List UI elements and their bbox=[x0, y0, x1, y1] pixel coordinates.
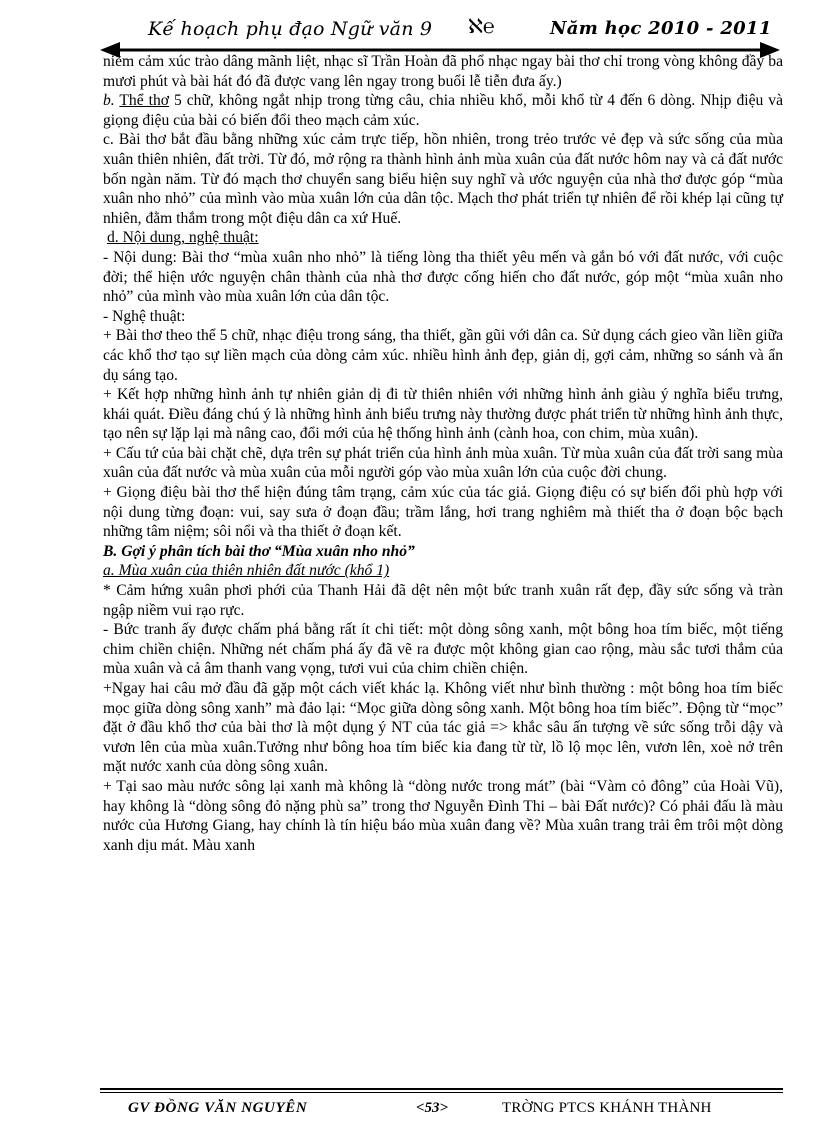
paragraph-analysis-1: * Cảm hứng xuân phơi phới của Thanh Hải đã dệt nên một bức tranh xuân rất đẹp, đầy sức sống và tràn ngập niềm vui rạo rực. bbox=[103, 582, 783, 619]
section-heading-b: B. Gợi ý phân tích bài thơ “Mùa xuân nho nhỏ” bbox=[103, 542, 415, 560]
heading-content-art: d. Nội dung, nghệ thuật: bbox=[107, 229, 259, 247]
paragraph-analysis-4: + Tại sao màu nước sông lại xanh mà không là “dòng nước trong mát” (bài “Vàm cỏ đông” của Hoài Vũ), hay không là “dòng sông đỏ nặng phù sa” trong thơ Nguyễn Đình Thi – bài Đất nước)? Có phải đấu là màu nước của Hương Giang, hay chính là tín hiệu báo mùa xuân đang về? Mùa xuân trang trải êm trôi một dòng xanh dịu mát. Màu xanh bbox=[103, 777, 783, 854]
header-title: Kế hoạch phụ đạo Ngữ văn 9 bbox=[148, 18, 433, 40]
paragraph-art-4: + Giọng điệu bài thơ thể hiện đúng tâm trạng, cảm xúc của tác giả. Giọng điệu có sự biến đổi phù hợp với nội dung từng đoạn: vui, say sưa ở đoạn đầu; trầm lắng, hơi trang nghiêm mà thiết tha ở đoạn bộc bạch những tâm niệm; sôi nổi và tha thiết ở đoạn kết. bbox=[103, 484, 783, 541]
paragraph-analysis-2: - Bức tranh ấy được chấm phá bằng rất ít chi tiết: một dòng sông xanh, một bông hoa tím biếc, một tiếng chim chiền chiện. Những nét chấm phá ấy đã vẽ ra được một không gian cao rộng, màu sắc tươi thắm của mùa xuân và cả âm thanh vang vọng, tươi vui của chim chiền chiện. bbox=[103, 621, 783, 678]
paragraph-analysis-3: +Ngay hai câu mở đầu đã gặp một cách viết khác lạ. Không viết như bình thường : một bông hoa tím biếc mọc giữa dòng sông xanh” mà đảo lại: “Mọc giữa dòng sông xanh. Một bông hoa tím biếc”. Động từ “mọc” đặt ở đầu khổ thơ của bài thơ là một dụng ý NT của tác giả => khắc sâu ấn tượng về sức sống trỗi dậy và vươn lên của mùa xuân.Tưởng như bông hoa tím biếc kia đang từ từ, lồ lộ mọc lên, vươn lên, xoè nở trên mặt nước xanh của dòng sông xuân. bbox=[103, 680, 783, 776]
paragraph-art-2: + Kết hợp những hình ảnh tự nhiên giản dị đi từ thiên nhiên với những hình ảnh giàu ý nghĩa biểu trưng, khái quát. Điều đáng chú ý là những hình ảnh biểu trưng này thường được phát triển từ những hình ảnh thực, tạo nên sự lặp lại mà nâng cao, đổi mới của hệ thống hình ảnh (cành hoa, con chim, mùa xuân). bbox=[103, 386, 783, 443]
item-marker-b: b. bbox=[103, 92, 115, 110]
header-ornament: ℵ℮ bbox=[468, 14, 495, 38]
document-body bbox=[103, 52, 783, 855]
footer-school: TRỜNG PTCS KHÁNH THÀNH bbox=[502, 1100, 712, 1116]
paragraph-intro-continuation: niềm cảm xúc trào dâng mãnh liệt, nhạc sĩ Trần Hoàn đã phổ nhạc ngay bài thơ chỉ trong vòng không đầy ba mươi phút và bài hát đó đã được vang lên ngay trong buổi lễ tiễn đưa ấy.) bbox=[103, 53, 783, 90]
paragraph-art-1: + Bài thơ theo thể 5 chữ, nhạc điệu trong sáng, tha thiết, gần gũi với dân ca. Sử dụng cách gieo vần liền giữa các khổ thơ tạo sự liền mạch của dòng cảm xúc. nhiều hình ảnh đẹp, giản dị, gợi cảm, những so sánh và ẩn dụ sáng tạo. bbox=[103, 327, 783, 384]
paragraph-content: - Nội dung: Bài thơ “mùa xuân nho nhỏ” là tiếng lòng tha thiết yêu mến và gắn bó với đất nước, với cuộc đời; thể hiện ước nguyện chân thành của nhà thơ được cống hiến cho đất nước, góp một “mùa xuân nho nhỏ” của mình vào mùa xuân lớn của dân tộc. bbox=[103, 248, 783, 306]
page-footer bbox=[100, 1100, 783, 1120]
paragraph-poem-flow: c. Bài thơ bắt đầu bằng những xúc cảm trực tiếp, hồn nhiên, trong trẻo trước vẻ đẹp và sức sống của mùa xuân thiên nhiên, đất trời. Từ đó, mở rộng ra thành hình ảnh mùa xuân của đất nước hôm nay và cả đất nước bốn ngàn năm. Từ đó mạch thơ chuyển sang biểu hiện suy nghĩ và ước nguyện của nhà thơ được góp “mùa xuân nho nhỏ” của mình vào mùa xuân lớn của dân tộc. Mạch thơ phát triển tự nhiên để rồi khép lại cũng tự nhiên, đằm thắm trong một điệu dân ca xứ Huế. bbox=[103, 131, 783, 227]
footer-page-number: <53> bbox=[416, 1100, 449, 1116]
subheading-a: a. Mùa xuân của thiên nhiên đất nước (khổ 1) bbox=[103, 562, 390, 580]
header-school-year: Năm học 2010 - 2011 bbox=[550, 18, 772, 39]
verse-form-text: 5 chữ, không ngắt nhịp trong từng câu, chia nhiều khổ, mỗi khổ từ 4 đến 6 dòng. Nhịp điệu và giọng điệu của bài có biến đổi theo mạch cảm xúc. bbox=[103, 92, 783, 129]
paragraph-art-3: + Cấu tứ của bài chặt chẽ, dựa trên sự phát triển của hình ảnh mùa xuân. Từ mùa xuân của đất trời sang mùa xuân của đất nước và mùa xuân của mỗi người góp vào mùa xuân lớn của cuộc đời chung. bbox=[103, 444, 783, 482]
footer-rule-thick bbox=[100, 1088, 783, 1090]
paragraph-art-heading: - Nghệ thuật: bbox=[103, 307, 186, 325]
footer-rule-thin bbox=[100, 1092, 783, 1093]
paragraph-verse-form bbox=[103, 91, 783, 130]
label-verse-form: Thể thơ bbox=[119, 92, 169, 110]
page-header bbox=[100, 12, 780, 56]
footer-teacher: GV ĐỒNG VĂN NGUYÊN bbox=[128, 1100, 308, 1116]
